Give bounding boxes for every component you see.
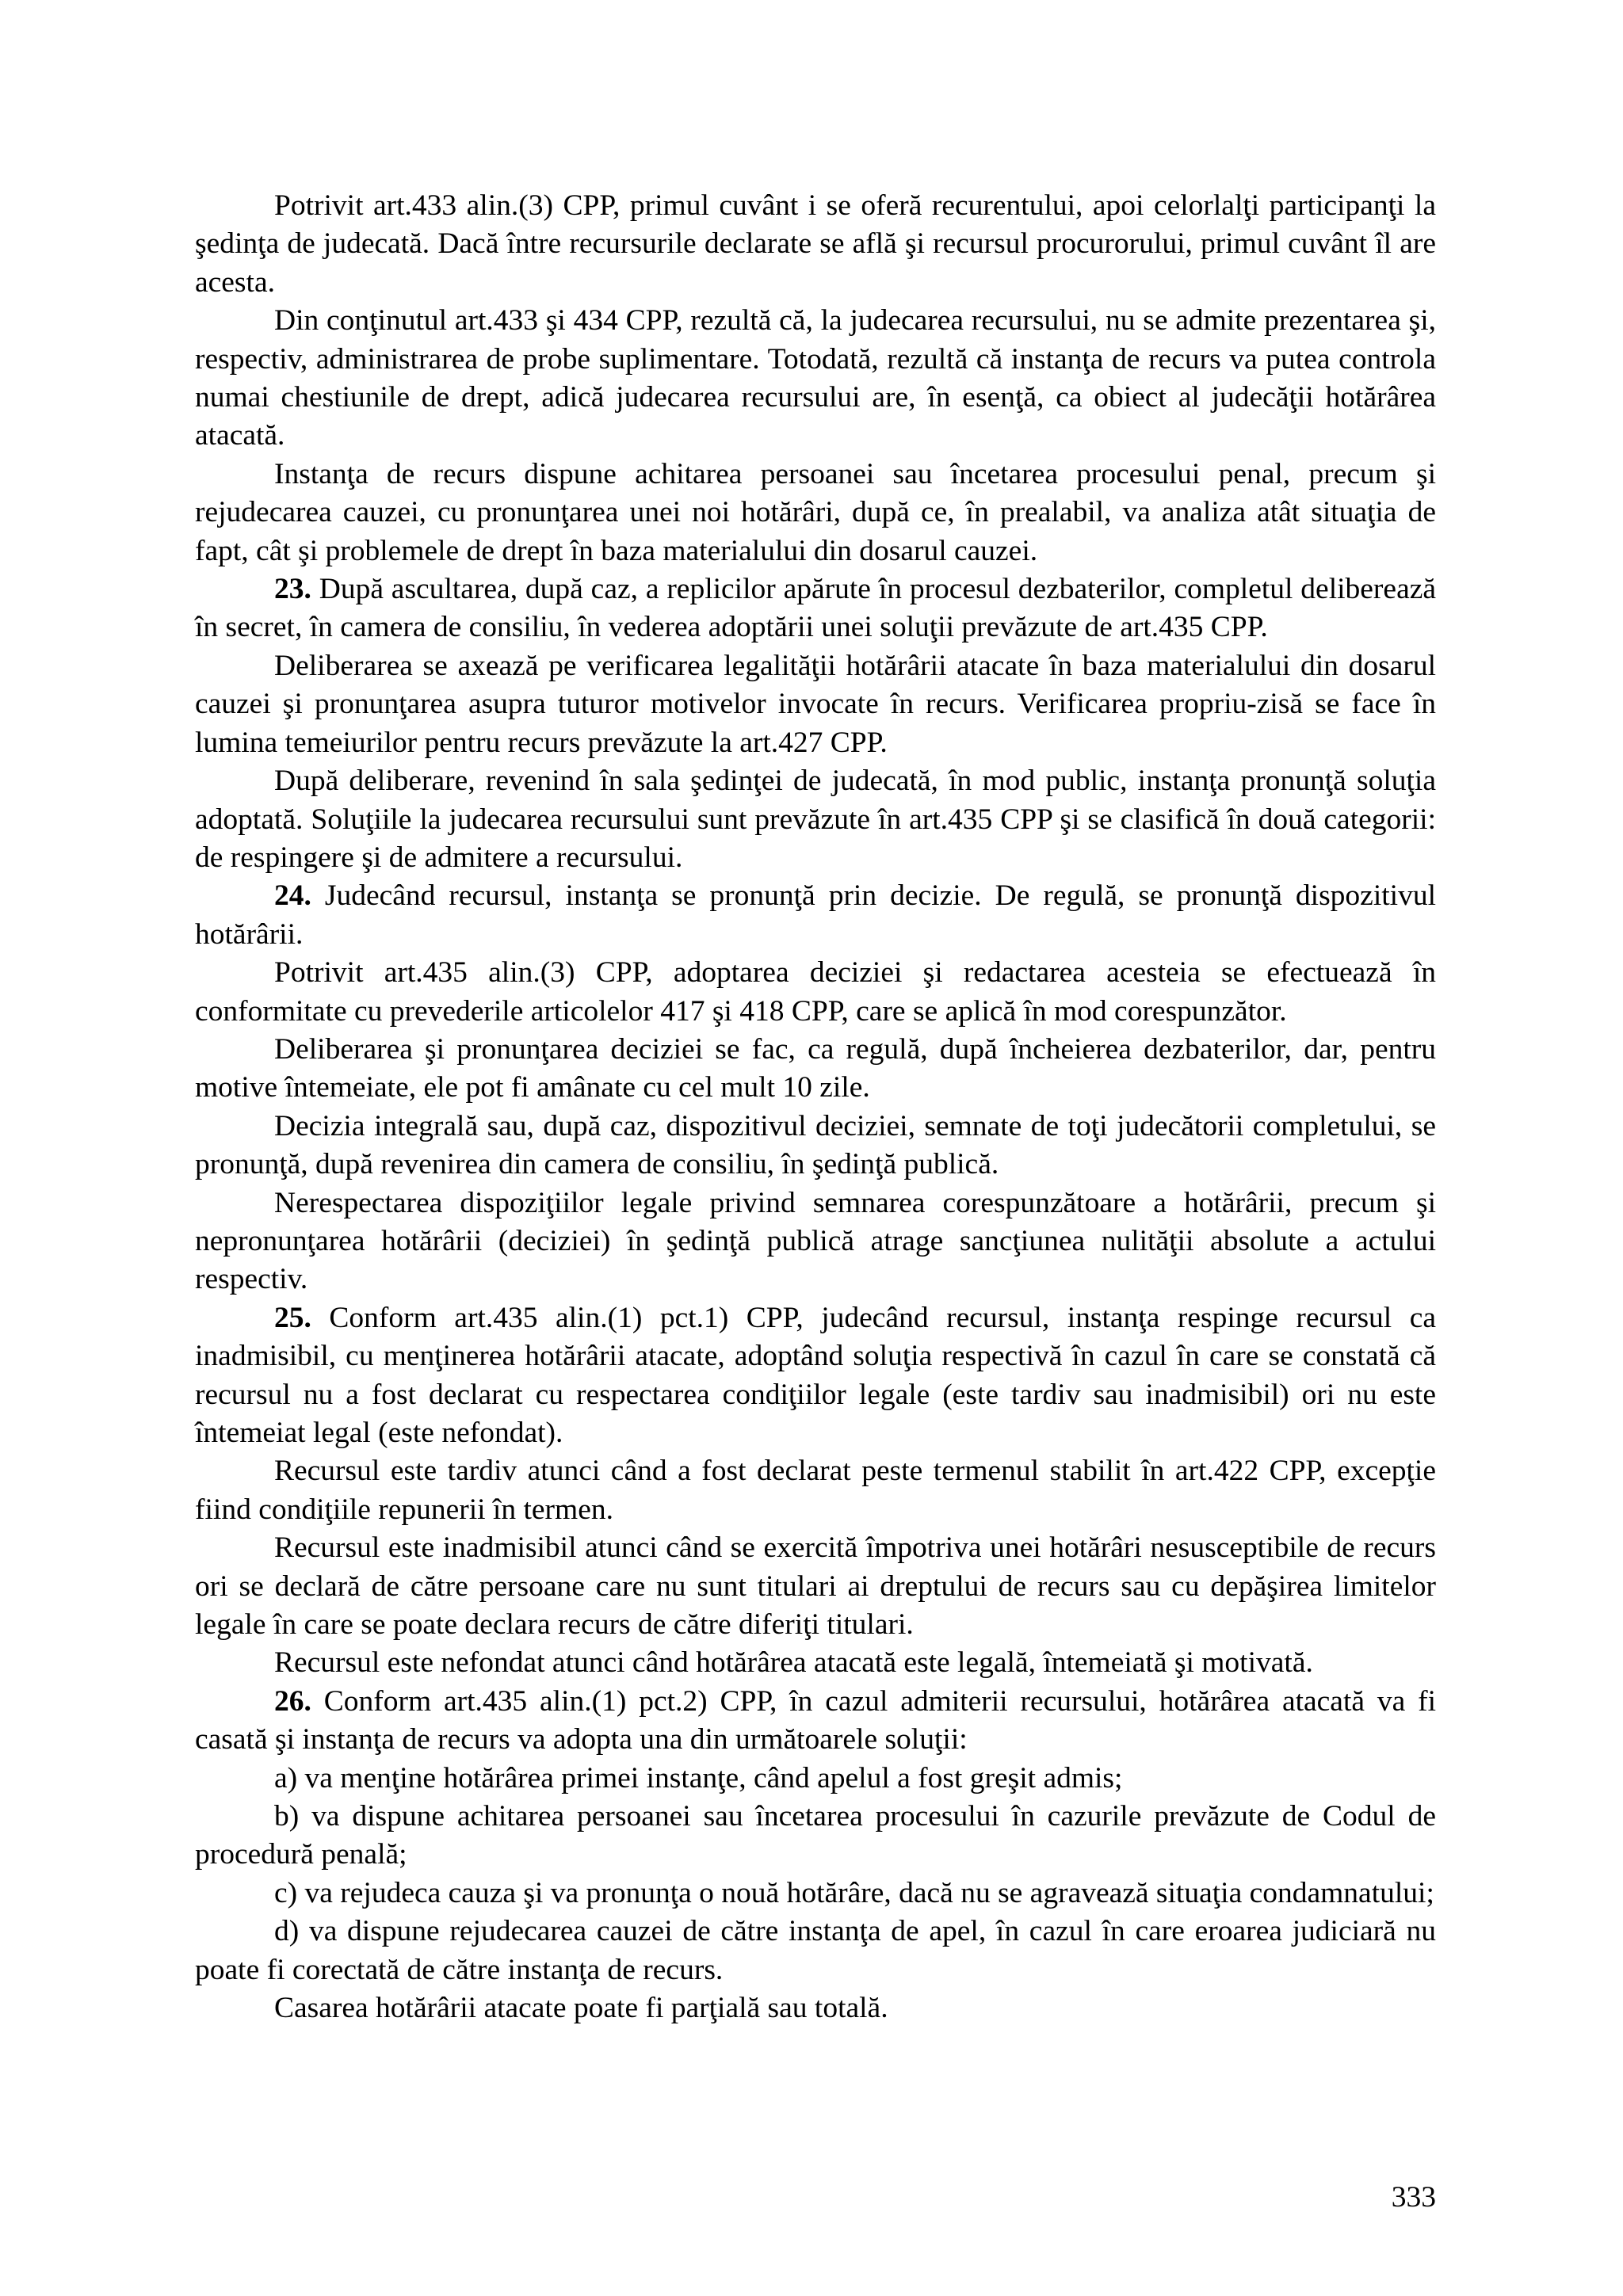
paragraph-text: Casarea hotărârii atacate poate fi parţială sau totală.: [274, 1992, 888, 2025]
paragraph-number: 24.: [274, 879, 311, 913]
paragraph: [195, 187, 1436, 302]
paragraph: [195, 1031, 1436, 1108]
paragraph: [195, 1913, 1436, 1989]
paragraph-text: Nerespectarea dispoziţiilor legale privind semnarea corespunzătoare a hotărârii, precum şi nepronunţarea hotărârii (deciziei) în şedinţă publică atrage sancţiunea nulităţii absolute a actului respectiv.: [195, 1186, 1436, 1296]
paragraph: [195, 877, 1436, 954]
paragraph: [195, 1452, 1436, 1529]
paragraph-text: Potrivit art.435 alin.(3) CPP, adoptarea deciziei şi redactarea acesteia se efectuează în conformitate cu prevederile articolelor 417 şi 418 CPP, care se aplică în mod corespunzător.: [195, 956, 1436, 1028]
paragraph: [195, 1683, 1436, 1760]
paragraph: [195, 1798, 1436, 1875]
paragraph-number: 23.: [274, 573, 311, 606]
paragraph: [195, 456, 1436, 570]
paragraph: [195, 1529, 1436, 1644]
paragraph: [195, 762, 1436, 877]
paragraph-text: Conform art.435 alin.(1) pct.1) CPP, judecând recursul, instanţa respinge recursul ca inadmisibil, cu menţinerea hotărârii atacate, adoptând soluţia respectivă în cazul în care se constată că recursul nu a fost declarat cu respectarea condiţiilor legale (este tardiv sau inadmisibil) ori nu este întemeiat legal (este nefondat).: [195, 1301, 1437, 1449]
paragraph-text: Recursul este nefondat atunci când hotărârea atacată este legală, întemeiată şi motivată.: [274, 1646, 1313, 1680]
paragraph-text: Din conţinutul art.433 şi 434 CPP, rezultă că, la judecarea recursului, nu se admite prezentarea şi, respectiv, administrarea de probe suplimentare. Totodată, rezultă că instanţa de recurs va putea controla numai chestiunile de drept, adică judecarea recursului are, în esenţă, ca obiect al judecăţii hotărârea atacată.: [195, 304, 1436, 452]
paragraph: [195, 954, 1436, 1031]
paragraph-text: Deliberarea se axează pe verificarea legalităţii hotărârii atacate în baza materialului din dosarul cauzei şi pronunţarea asupra tuturor motivelor invocate în recurs. Verificarea propriu-zisă se face în lumina temeiurilor pentru recurs prevăzute la art.427 CPP.: [195, 649, 1436, 759]
paragraph-text: c) va rejudeca cauza şi va pronunţa o nouă hotărâre, dacă nu se agravează situaţia condamnatului;: [274, 1876, 1434, 1909]
paragraph: [195, 570, 1436, 647]
paragraph-number: 25.: [274, 1301, 311, 1334]
page-number: 333: [1391, 2181, 1436, 2214]
paragraph: [195, 1299, 1436, 1453]
paragraph-number: 26.: [274, 1684, 311, 1718]
paragraph-text: Conform art.435 alin.(1) pct.2) CPP, în cazul admiterii recursului, hotărârea atacată va fi casată şi instanţa de recurs va adopta una din următoarele soluţii:: [195, 1684, 1437, 1756]
paragraph-text: Potrivit art.433 alin.(3) CPP, primul cuvânt i se oferă recurentului, apoi celorlalţi participanţi la şedinţa de judecată. Dacă între recursurile declarate se află şi recursul procurorului, primul cuvânt îl are acesta.: [195, 189, 1436, 299]
paragraph: [195, 647, 1436, 762]
paragraph-text: Decizia integrală sau, după caz, dispozitivul deciziei, semnate de toţi judecătorii completului, se pronunţă, după revenirea din camera de consiliu, în şedinţă publică.: [195, 1109, 1436, 1181]
paragraph-text: Instanţa de recurs dispune achitarea persoanei sau încetarea procesului penal, precum şi rejudecarea cauzei, cu pronunţarea unei noi hotărâri, după ce, în prealabil, va analiza atât situaţia de fapt, cât şi problemele de drept în baza materialului din dosarul cauzei.: [195, 457, 1436, 567]
paragraph-text: Recursul este tardiv atunci când a fost declarat peste termenul stabilit în art.422 CPP, excepţie fiind condiţiile repunerii în termen.: [195, 1455, 1436, 1526]
paragraph-text: b) va dispune achitarea persoanei sau încetarea procesului în cazurile prevăzute de Codul de procedură penală;: [195, 1800, 1436, 1871]
paragraph: [195, 302, 1436, 456]
paragraph-text: Judecând recursul, instanţa se pronunţă prin decizie. De regulă, se pronunţă dispozitivul hotărârii.: [195, 879, 1437, 951]
paragraph-text: a) va menţine hotărârea primei instanţe, când apelul a fost greşit admis;: [274, 1761, 1123, 1794]
paragraph: [195, 1108, 1436, 1184]
paragraph-text: d) va dispune rejudecarea cauzei de către instanţa de apel, în cazul în care eroarea judiciară nu poate fi corectată de către instanţa de recurs.: [195, 1915, 1436, 1986]
paragraph-text: Deliberarea şi pronunţarea deciziei se fac, ca regulă, după încheierea dezbaterilor, dar, pentru motive întemeiate, ele pot fi amânate cu cel mult 10 zile.: [195, 1032, 1436, 1104]
paragraph: [195, 1760, 1436, 1798]
paragraph: [195, 1989, 1436, 2027]
paragraph: [195, 1184, 1436, 1299]
paragraph-text: După ascultarea, după caz, a replicilor apărute în procesul dezbaterilor, completul deliberează în secret, în camera de consiliu, în vederea adoptării unei soluţii prevăzute de art.435 CPP.: [195, 573, 1436, 644]
paragraph: [195, 1644, 1436, 1682]
paragraph-text: Recursul este inadmisibil atunci când se exercită împotriva unei hotărâri nesusceptibile de recurs ori se declară de către persoane care nu sunt titulari ai dreptului de recurs sau cu depăşirea limitelor legale în care se poate declara recurs de către diferiţi titulari.: [195, 1531, 1436, 1642]
paragraph-text: După deliberare, revenind în sala şedinţei de judecată, în mod public, instanţa pronunţă soluţia adoptată. Soluţiile la judecarea recursului sunt prevăzute în art.435 CPP şi se clasifică în două categorii: de respingere şi de admitere a recursului.: [195, 765, 1436, 874]
paragraph: [195, 1875, 1436, 1913]
document-body: [195, 187, 1436, 2028]
